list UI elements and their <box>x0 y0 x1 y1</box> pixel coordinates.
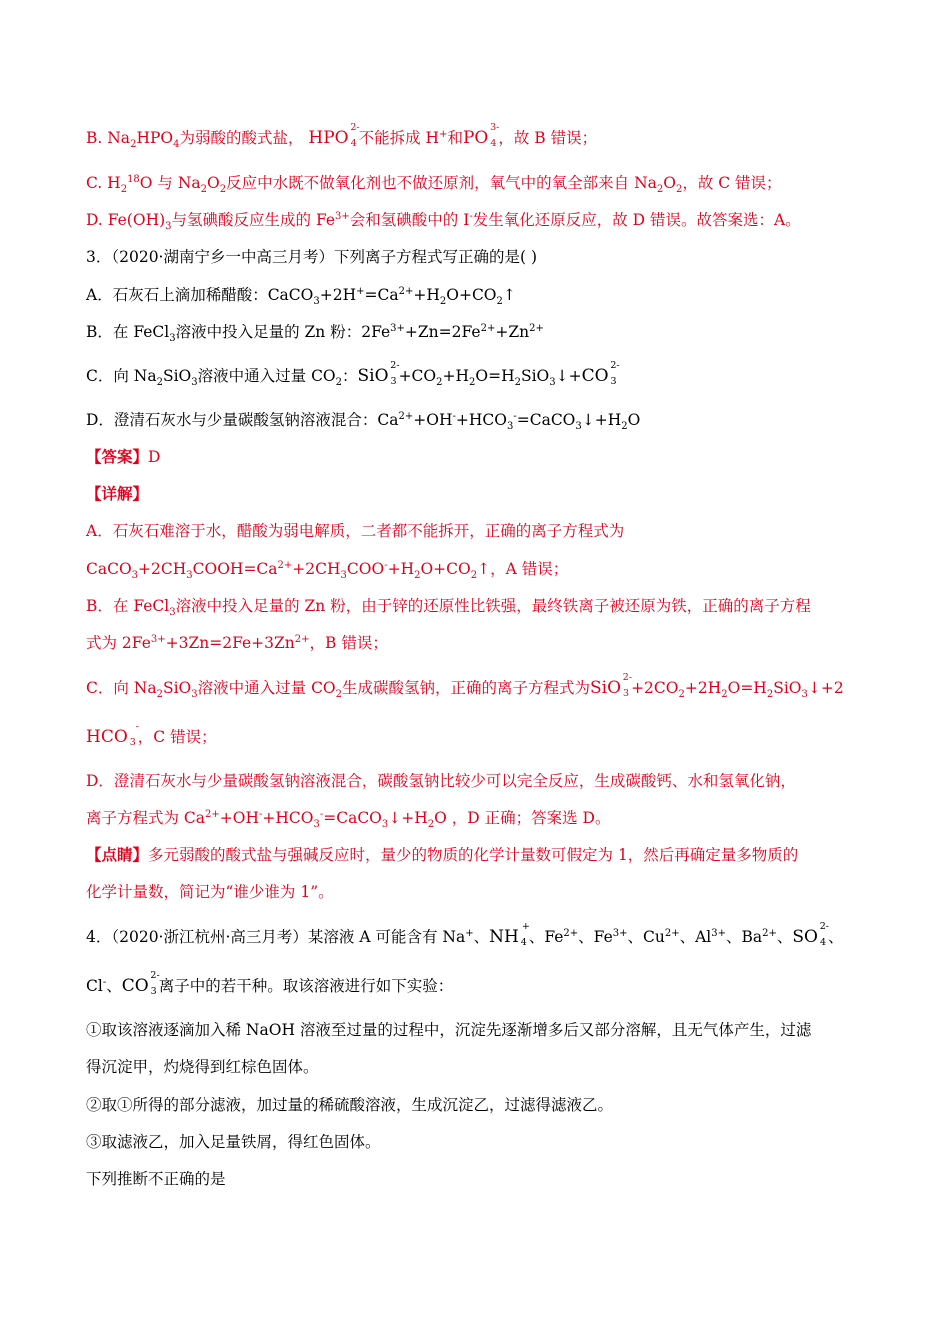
text-run: D. Fe(OH) <box>86 211 166 229</box>
text-run: +OH <box>413 411 453 429</box>
ion-subscript: 3 <box>150 986 157 997</box>
text-run: +2H <box>319 286 357 304</box>
subscript: 2 <box>470 570 478 582</box>
text-run: 、 <box>106 977 122 995</box>
text-run: +Zn <box>495 323 530 341</box>
explanation-a-line1: A．石灰石难溶于水，醋酸为弱电解质，二者都不能拆开，正确的离子方程式为 <box>86 522 625 540</box>
text-run: +2CH <box>292 560 341 578</box>
text-run: A．石灰石上滴加稀醋酸：CaCO <box>86 286 314 304</box>
text-run: 多元弱酸的酸式盐与强碱反应时，量少的物质的化学计量数可假定为 1，然后再确定量多物质的 <box>148 846 799 864</box>
text-run: +H <box>413 286 440 304</box>
text-run: 和 <box>447 129 463 147</box>
ion-base: HPO <box>308 128 349 148</box>
text-run: O 与 Na <box>139 174 201 192</box>
experiment-step-1-line1: ①取该溶液逐滴加入稀 NaOH 溶液至过量的过程中，沉淀先逐渐增多后又部分溶解，且无气体产生，过滤 <box>86 1021 812 1039</box>
text-run: 离子方程式为 Ca <box>86 809 206 827</box>
superscript: - <box>452 410 456 422</box>
text-run: 溶液中通入过量 CO <box>197 679 336 697</box>
subscript: 3 <box>131 570 139 582</box>
superscript: 2+ <box>294 633 310 645</box>
ion-subscript: 4 <box>490 138 497 149</box>
subscript: 2 <box>335 689 343 701</box>
ion-charge: 2- <box>622 672 633 683</box>
answer-line <box>86 447 160 467</box>
subscript: 2 <box>621 421 628 433</box>
text-run: 为弱酸的酸式盐， <box>179 129 304 147</box>
text-run: HPO <box>136 129 174 147</box>
text-run: COOH=Ca <box>192 560 278 578</box>
subscript: 3 <box>381 819 389 831</box>
explanation-line-d <box>86 210 801 233</box>
answer-value: D <box>148 448 161 466</box>
subscript: 3 <box>340 570 347 582</box>
superscript: - <box>513 410 517 422</box>
explanation-b-line2 <box>86 633 388 653</box>
text-run: 离子中的若干种。取该溶液进行如下实验： <box>158 977 454 995</box>
subscript: 2 <box>514 377 521 389</box>
text-run: ↑，A 错误； <box>477 560 569 578</box>
subscript: 3 <box>191 377 198 389</box>
ion-charge: 2- <box>350 122 360 133</box>
text-run: 生成碳酸氢钠，正确的离子方程式为 <box>342 679 591 697</box>
superscript: - <box>319 808 324 820</box>
ion-charge: 2- <box>610 360 620 371</box>
superscript: - <box>259 808 263 820</box>
text-run: 发生氧化还原反应，故 D 错误。故答案选：A。 <box>472 211 801 229</box>
superscript: 2+ <box>664 927 680 939</box>
question-4-prompt: 下列推断不正确的是 <box>86 1170 226 1188</box>
ion-formula-co3 <box>581 360 620 387</box>
tip-line1 <box>86 845 798 865</box>
superscript: 18 <box>127 173 140 185</box>
text-run: =CaCO <box>323 809 382 827</box>
text-run: ，B 错误； <box>309 634 388 652</box>
ion-base: CO <box>121 976 149 996</box>
question-3-option-b <box>86 322 544 345</box>
ion-formula-sio3 <box>357 360 400 387</box>
text-run: COO <box>346 560 385 578</box>
text-run: ，故 C 错误； <box>682 174 782 192</box>
text-run: +2H <box>684 679 722 697</box>
superscript: 2+ <box>398 285 414 297</box>
text-run: ↓+H <box>388 809 428 827</box>
superscript: 2+ <box>563 927 579 939</box>
superscript: 2+ <box>205 808 220 820</box>
subscript: 3 <box>169 607 176 619</box>
ion-formula-hpo4 <box>308 122 360 149</box>
text-run: O <box>663 174 676 192</box>
text-run: =Ca <box>364 286 399 304</box>
explanation-d-line1: D．澄清石灰水与少量碳酸氢钠溶液混合，碳酸氢钠比较少可以完全反应，生成碳酸钙、水和氢氧化钠， <box>86 772 796 790</box>
text-run: +Zn=2Fe <box>404 323 481 341</box>
subscript: 2 <box>678 689 685 701</box>
text-run: +2CH <box>138 560 187 578</box>
text-run: B．在 FeCl <box>86 323 170 341</box>
text-run: +HCO <box>455 411 507 429</box>
ion-formula-co3 <box>121 970 160 997</box>
superscript: 3+ <box>390 322 405 334</box>
text-run: ，C 错误； <box>137 728 217 746</box>
superscript: 2+ <box>762 927 777 939</box>
text-run: +3Zn=2Fe+3Zn <box>165 634 295 652</box>
text-run: 溶液中通入过量 CO <box>197 367 336 385</box>
experiment-step-3: ③取滤液乙，加入足量铁屑，得红色固体。 <box>86 1133 381 1151</box>
text-run: B．在 FeCl <box>86 597 170 615</box>
subscript: 2 <box>439 296 447 308</box>
subscript: 3 <box>186 570 193 582</box>
subscript: 3 <box>575 421 582 433</box>
text-run: +H <box>442 367 470 385</box>
ion-base: SO <box>792 927 818 947</box>
text-run: 4．（2020·浙江杭州·高三月考）某溶液 A 可能含有 Na <box>86 928 466 946</box>
text-run: D．澄清石灰水与少量碳酸氢钠溶液混合：Ca <box>86 411 399 429</box>
text-run: 、 <box>776 928 793 946</box>
ion-charge: 2- <box>819 921 829 932</box>
explanation-b-line1 <box>86 596 811 619</box>
text-run: O=H <box>475 367 515 385</box>
subscript: 2 <box>656 184 664 196</box>
text-run: O ，D 正确；答案选 D。 <box>434 809 611 827</box>
tip-line2: 化学计量数，简记为“谁少谁为 1”。 <box>86 883 334 901</box>
text-run: ： <box>342 367 358 385</box>
superscript: - <box>469 210 473 222</box>
text-run: C．向 Na <box>86 679 157 697</box>
tip-label: 【点睛】 <box>86 845 149 864</box>
superscript: 2+ <box>480 322 496 334</box>
subscript: 3 <box>313 296 320 308</box>
explanation-a-line2 <box>86 559 569 582</box>
superscript: 2+ <box>277 559 293 571</box>
text-run: ↑ <box>502 286 516 304</box>
explanation-line-b <box>86 122 598 151</box>
superscript: + <box>439 128 448 140</box>
text-run: 、 <box>473 928 490 946</box>
text-run: B. Na <box>86 129 131 147</box>
question-4-stem-line1 <box>86 921 844 948</box>
superscript: 3+ <box>612 927 628 939</box>
ion-formula-so4 <box>792 921 829 948</box>
question-3-option-a <box>86 285 516 308</box>
explanation-c-line1 <box>86 672 844 701</box>
text-run: ↓+2 <box>807 679 844 697</box>
text-run: ↓+ <box>555 367 582 385</box>
subscript: 2 <box>766 689 774 701</box>
ion-charge: + <box>521 921 530 932</box>
text-run: 会和氢碘酸中的 I <box>349 211 470 229</box>
experiment-step-2: ②取①所得的部分滤液，加过量的稀硫酸溶液，生成沉淀乙，过滤得滤液乙。 <box>86 1096 614 1114</box>
ion-subscript: 4 <box>520 937 527 948</box>
ion-charge: 2- <box>390 360 400 371</box>
ion-base: HCO <box>86 727 128 747</box>
text-run: O+CO <box>446 286 497 304</box>
experiment-step-1-line2: 得沉淀甲，灼烧得到红棕色固体。 <box>86 1058 319 1076</box>
text-run: +OH <box>219 809 259 827</box>
text-run: ↓+H <box>581 411 622 429</box>
text-run: +HCO <box>262 809 314 827</box>
text-run: Cl <box>86 977 103 995</box>
subscript: 3 <box>506 421 514 433</box>
explanation-line-c <box>86 173 782 196</box>
subscript: 4 <box>173 139 180 151</box>
subscript: 3 <box>169 333 176 345</box>
ion-base: SiO <box>590 678 622 698</box>
subscript: 2 <box>427 819 435 831</box>
subscript: 2 <box>219 184 227 196</box>
ion-formula-po4 <box>462 122 500 149</box>
subscript: 2 <box>721 689 728 701</box>
subscript: 2 <box>130 139 137 151</box>
text-run: 、Al <box>679 928 712 946</box>
text-run: 、Fe <box>578 928 613 946</box>
text-run: 溶液中投入足量的 Zn 粉，由于锌的还原性比铁强，最终铁离子被还原为铁，正确的离子方程 <box>175 597 811 615</box>
subscript: 3 <box>191 689 198 701</box>
ion-base: PO <box>462 128 489 148</box>
text-run: 不能拆成 H <box>358 129 440 147</box>
subscript: 2 <box>200 184 208 196</box>
subscript: 2 <box>675 184 683 196</box>
ion-formula-sio3 <box>590 672 633 699</box>
subscript: 3 <box>549 377 556 389</box>
text-run: O <box>207 174 220 192</box>
subscript: 2 <box>469 377 476 389</box>
question-3-option-c <box>86 360 620 389</box>
subscript: 3 <box>165 221 172 233</box>
subscript: 2 <box>414 570 421 582</box>
ion-subscript: 3 <box>623 688 630 699</box>
question-3-option-d <box>86 410 641 433</box>
text-run: O <box>627 411 641 429</box>
ion-formula-hco3 <box>86 721 139 748</box>
text-run: 、Ba <box>726 928 763 946</box>
text-run: SiO <box>520 367 550 385</box>
text-run: +2CO <box>631 679 679 697</box>
question-3-stem: 3．（2020·湖南宁乡一中高三月考）下列离子方程式写正确的是( ) <box>86 248 538 266</box>
explanation-c-line2 <box>86 721 217 748</box>
subscript: 2 <box>156 689 163 701</box>
subscript: 2 <box>436 377 443 389</box>
superscript: - <box>102 976 107 988</box>
superscript: 3+ <box>711 927 726 939</box>
ion-subscript: 4 <box>819 937 826 948</box>
text-run: SiO <box>162 679 192 697</box>
text-run: SiO <box>162 367 192 385</box>
text-run: 、Fe <box>528 928 564 946</box>
subscript: 3 <box>801 689 808 701</box>
ion-subscript: 4 <box>350 138 357 149</box>
subscript: 3 <box>313 819 320 831</box>
superscript: - <box>384 559 388 571</box>
text-run: +CO <box>398 367 437 385</box>
superscript: 3+ <box>335 210 350 222</box>
superscript: 3+ <box>150 633 166 645</box>
ion-charge: 3- <box>490 122 500 133</box>
ion-base: NH <box>489 927 519 947</box>
text-run: SiO <box>773 679 802 697</box>
ion-subscript: 3 <box>129 737 136 748</box>
text-run: 、Cu <box>627 928 665 946</box>
question-4-stem-line2 <box>86 970 454 997</box>
ion-base: CO <box>581 366 609 386</box>
text-run: 式为 2Fe <box>86 634 151 652</box>
subscript: 2 <box>156 377 163 389</box>
answer-label: 【答案】 <box>86 447 149 466</box>
text-run: C．向 Na <box>86 367 157 385</box>
ion-subscript: 3 <box>390 376 397 387</box>
text-run: 溶液中投入足量的 Zn 粉：2Fe <box>175 323 391 341</box>
subscript: 2 <box>120 184 128 196</box>
text-run: O=H <box>727 679 767 697</box>
text-run: 反应中水既不做氧化剂也不做还原剂，氧气中的氧全部来自 Na <box>226 174 657 192</box>
ion-base: SiO <box>357 366 389 386</box>
ion-charge: 2- <box>150 970 160 981</box>
text-run: ，故 B 错误； <box>498 129 598 147</box>
text-run: C. H <box>86 174 121 192</box>
subscript: 2 <box>496 296 503 308</box>
explanation-d-line2 <box>86 808 611 831</box>
explanation-label: 【详解】 <box>86 484 149 503</box>
subscript: 2 <box>335 377 343 389</box>
superscript: 2+ <box>398 410 414 422</box>
superscript: + <box>465 927 474 939</box>
text-run: 与氢碘酸反应生成的 Fe <box>171 211 336 229</box>
text-run: 、 <box>828 928 844 946</box>
ion-formula-nh4 <box>489 921 530 948</box>
text-run: +H <box>387 560 415 578</box>
text-run: =CaCO <box>516 411 576 429</box>
superscript: 2+ <box>529 322 544 334</box>
text-run: O+CO <box>420 560 471 578</box>
text-run: CaCO <box>86 560 132 578</box>
superscript: + <box>356 285 365 297</box>
ion-subscript: 3 <box>610 376 617 387</box>
ion-charge: - <box>135 721 139 732</box>
